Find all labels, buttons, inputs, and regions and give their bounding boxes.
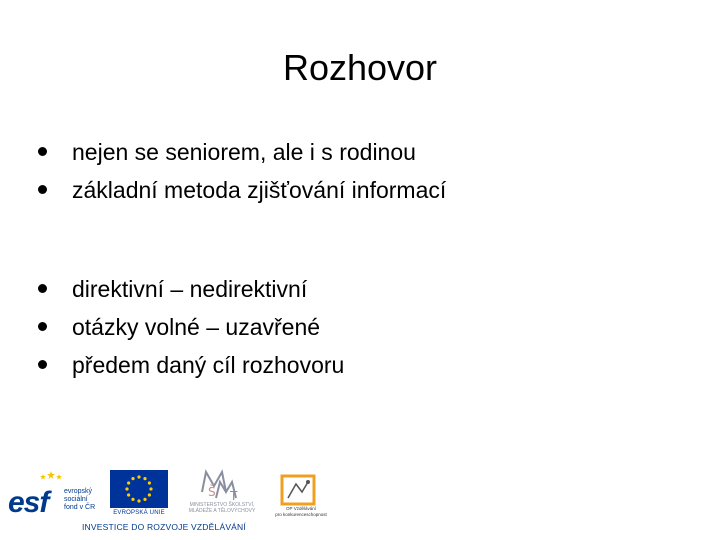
slide-title xyxy=(0,44,720,92)
bullet-list-secondary xyxy=(38,270,344,384)
svg-text:T: T xyxy=(230,489,238,503)
op-label: OP Vzdělávání pro konkurenceschopnost xyxy=(275,506,327,517)
investment-slogan: INVESTICE DO ROZVOJE VZDĚLÁVÁNÍ xyxy=(82,522,246,532)
eu-label: EVROPSKÁ UNIE xyxy=(113,510,165,516)
bullet-dot-icon xyxy=(38,284,47,293)
bullet-item: otázky volné – uzavřené xyxy=(38,308,344,346)
bullet-item: předem daný cíl rozhovoru xyxy=(38,346,344,384)
bullet-item: direktivní – nedirektivní xyxy=(38,270,344,308)
bullet-dot-icon xyxy=(38,322,47,331)
eu-flag-icon xyxy=(110,470,168,508)
svg-text:Š: Š xyxy=(208,485,216,499)
op-logo-icon xyxy=(278,472,322,510)
bullet-list-primary xyxy=(38,133,446,209)
bullet-dot-icon xyxy=(38,185,47,194)
bullet-item: nejen se seniorem, ale i s rodinou xyxy=(38,133,446,171)
bullet-dot-icon xyxy=(38,360,47,369)
esf-logo-text: esf xyxy=(8,486,49,519)
slide-title-text: Rozhovor xyxy=(282,47,438,88)
msmt-label: MINISTERSTVO ŠKOLSTVÍ, MLÁDEŽE A TĚLOVÝCHOVY xyxy=(188,502,256,514)
esf-fund-text: evropský sociální fond v ČR xyxy=(64,488,96,511)
funding-logos-bar xyxy=(6,466,336,538)
bullet-item: základní metoda zjišťování informací xyxy=(38,171,446,209)
bullet-dot-icon xyxy=(38,147,47,156)
